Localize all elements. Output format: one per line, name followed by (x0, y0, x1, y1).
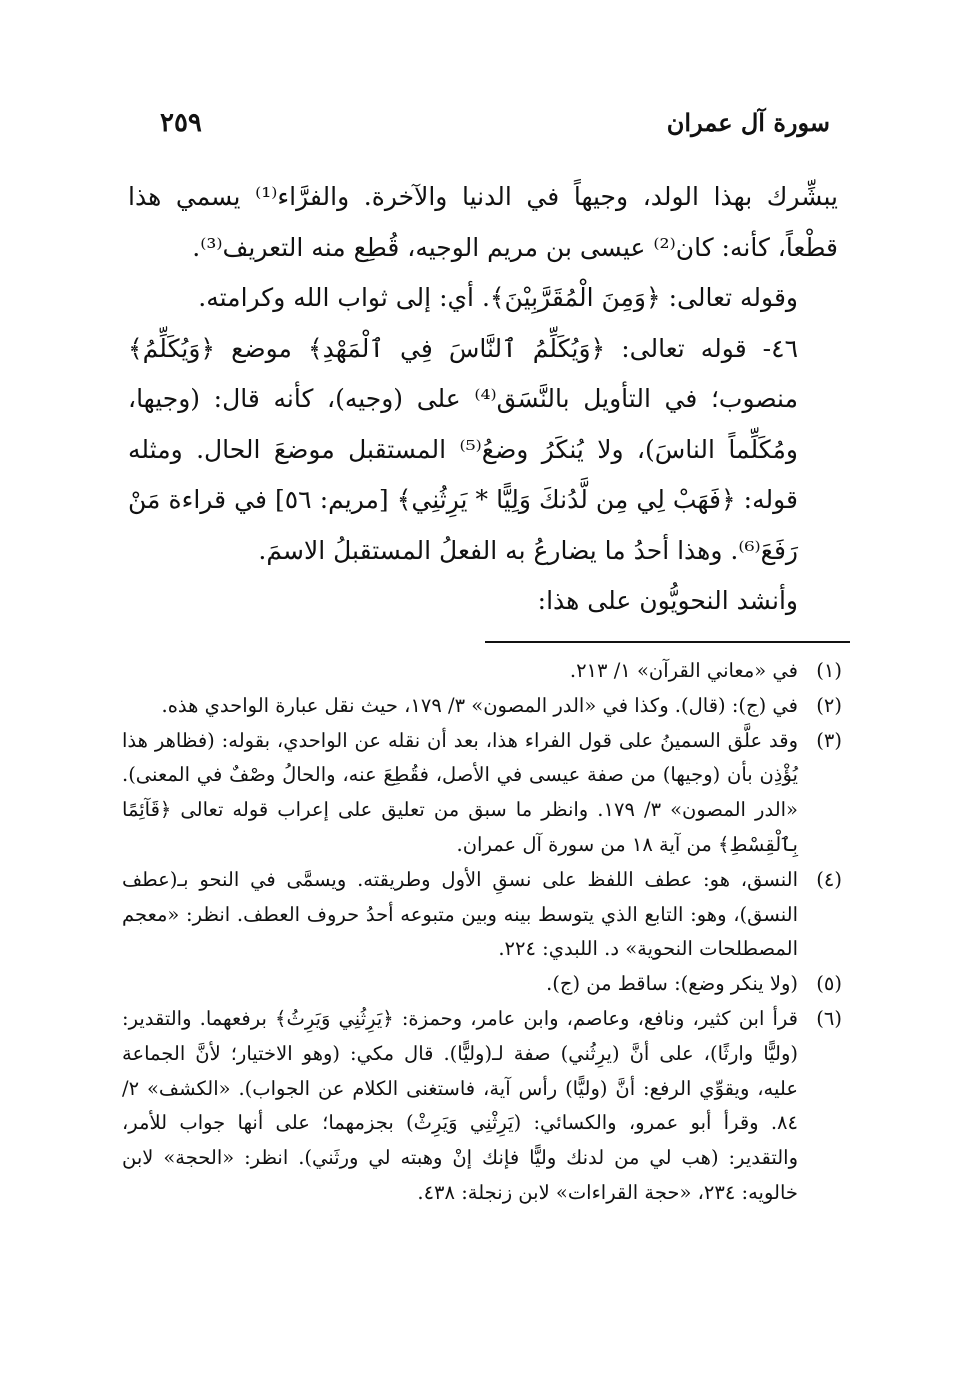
footnote-3 (122, 724, 842, 863)
footnote-1 (122, 654, 842, 689)
footnote-2 (122, 689, 842, 724)
page-number: ٢٥٩ (160, 108, 202, 138)
paragraph-3: ٤٦- قوله تعالى: ﴿وَيُكَلِّمُ ٱلنَّاسَ فِي ٱلْمَهْدِ﴾ موضع ﴿وَيُكَلِّمُ﴾ منصوب؛ في التأويل بالنَّسَق⁽⁴⁾ على (وجيه)، كأنه قال: (وجيها، ومُكَلِّماً الناسَ)، ولا يُنكَرُ وضعُ⁽⁵⁾ المستقبل موضعَ الحال. ومثله قوله: ﴿فَهَبْ لِي مِن لَّدُنكَ وَلِيًّا * يَرِثُنِي﴾ [مريم: ٥٦] في قراءة مَنْ رَفَعَ⁽⁶⁾. وهذا أحدُ ما يضارعُ به الفعلُ المستقبلُ الاسمَ. (128, 333, 798, 565)
footnote-text: قرأ ابن كثير، ونافع، وعاصم، وابن عامر، وحمزة: ﴿يَرِثُنِي وَيَرِثُ﴾ برفعهما. والتقدير: (وليًّا وارثًا)، على أنَّ (يرِثُني) صفة لـ(وليًّا). قال مكي: (وهو الاختيار؛ لأنَّ الجماعة عليه، ويقوِّي الرفع: أنَّ (وليًّا) رأس آية، فاستغنى الكلام عن الجواب). «الكشف» ٢/ ٨٤. وقرأ أبو عمرو، والكسائي: (يَرِثْنِي وَيَرِثْ) بجزمهما؛ على أنها جواب للأمر، والتقدير: (هب لي من لدنك وليًّا فإنك إنْ وهبته لي ورثَني). انظر: «الحجة» لابن خالويه: ٢٣٤، «حجة القراءات» لابن زنجلة: ٤٣٨. (122, 1006, 798, 1204)
footnote-text: النسق، هو: عطف اللفظ على نسقِ الأول وطريقته. ويسمَّى في النحو بـ(عطف النسق)، وهو: التابع الذي يتوسط بينه وبين متبوعه أحدُ حروف العطف. انظر: «معجم المصطلحات النحوية» د. اللبدي: ٢٢٤. (122, 867, 798, 961)
footnote-number: (٣) (816, 728, 842, 752)
paragraph-2: وقوله تعالى: ﴿وَمِنَ الْمُقَرَّبِيْنَ﴾. أي: إلى ثواب الله وكرامته. (198, 283, 798, 312)
footnote-number: (٢) (816, 693, 842, 717)
footnote-separator (485, 641, 850, 643)
footnote-number: (٤) (816, 867, 842, 891)
footnotes (122, 654, 842, 1211)
page-header (140, 108, 830, 148)
footnote-text: في «معاني القرآن» ١/ ٢١٣. (569, 659, 798, 682)
footnote-number: (٥) (816, 972, 842, 996)
main-text (128, 172, 838, 627)
paragraph-4: وأنشد النحويُّون على هذا: (537, 586, 798, 615)
footnote-text: (ولا ينكر وضع): ساقط من (ج). (546, 972, 798, 996)
footnote-text: في (ج): (قال). وكذا في «الدر المصون» ٣/ ١٧٩، حيث نقل عبارة الواحدي هذه. (161, 693, 798, 717)
footnote-4 (122, 863, 842, 967)
footnote-6 (122, 1002, 842, 1211)
footnote-number: (١) (816, 659, 842, 682)
footnote-number: (٦) (816, 1006, 842, 1030)
footnote-5 (122, 967, 842, 1002)
footnote-text: وقد علَّق السمينُ على قول الفراء هذا، بعد أن نقله عن الواحدي، بقوله: (فظاهر هذا يُؤْذِن بأن (وجيها) من صفة عيسى في الأصل، فقُطِعَ عنه، والحالُ وصْفٌ في المعنى). «الدر المصون» ٣/ ١٧٩. وانظر ما سبق من تعليق على إعراب قوله تعالى ﴿قَآئِمًا بِٱلْقِسْطِ﴾ من آية ١٨ من سورة آل عمران. (122, 728, 798, 856)
running-title: سورة آل عمران (666, 108, 830, 137)
paragraph-1: يبشِّرك بهذا الولد، وجيهاً في الدنيا والآخرة. والفرَّاء⁽¹⁾ يسمي هذا قطْعاً، كأنه: كان⁽²⁾ عيسى بن مريم الوجيه، قُطِع منه التعريف⁽³⁾. (128, 182, 838, 262)
